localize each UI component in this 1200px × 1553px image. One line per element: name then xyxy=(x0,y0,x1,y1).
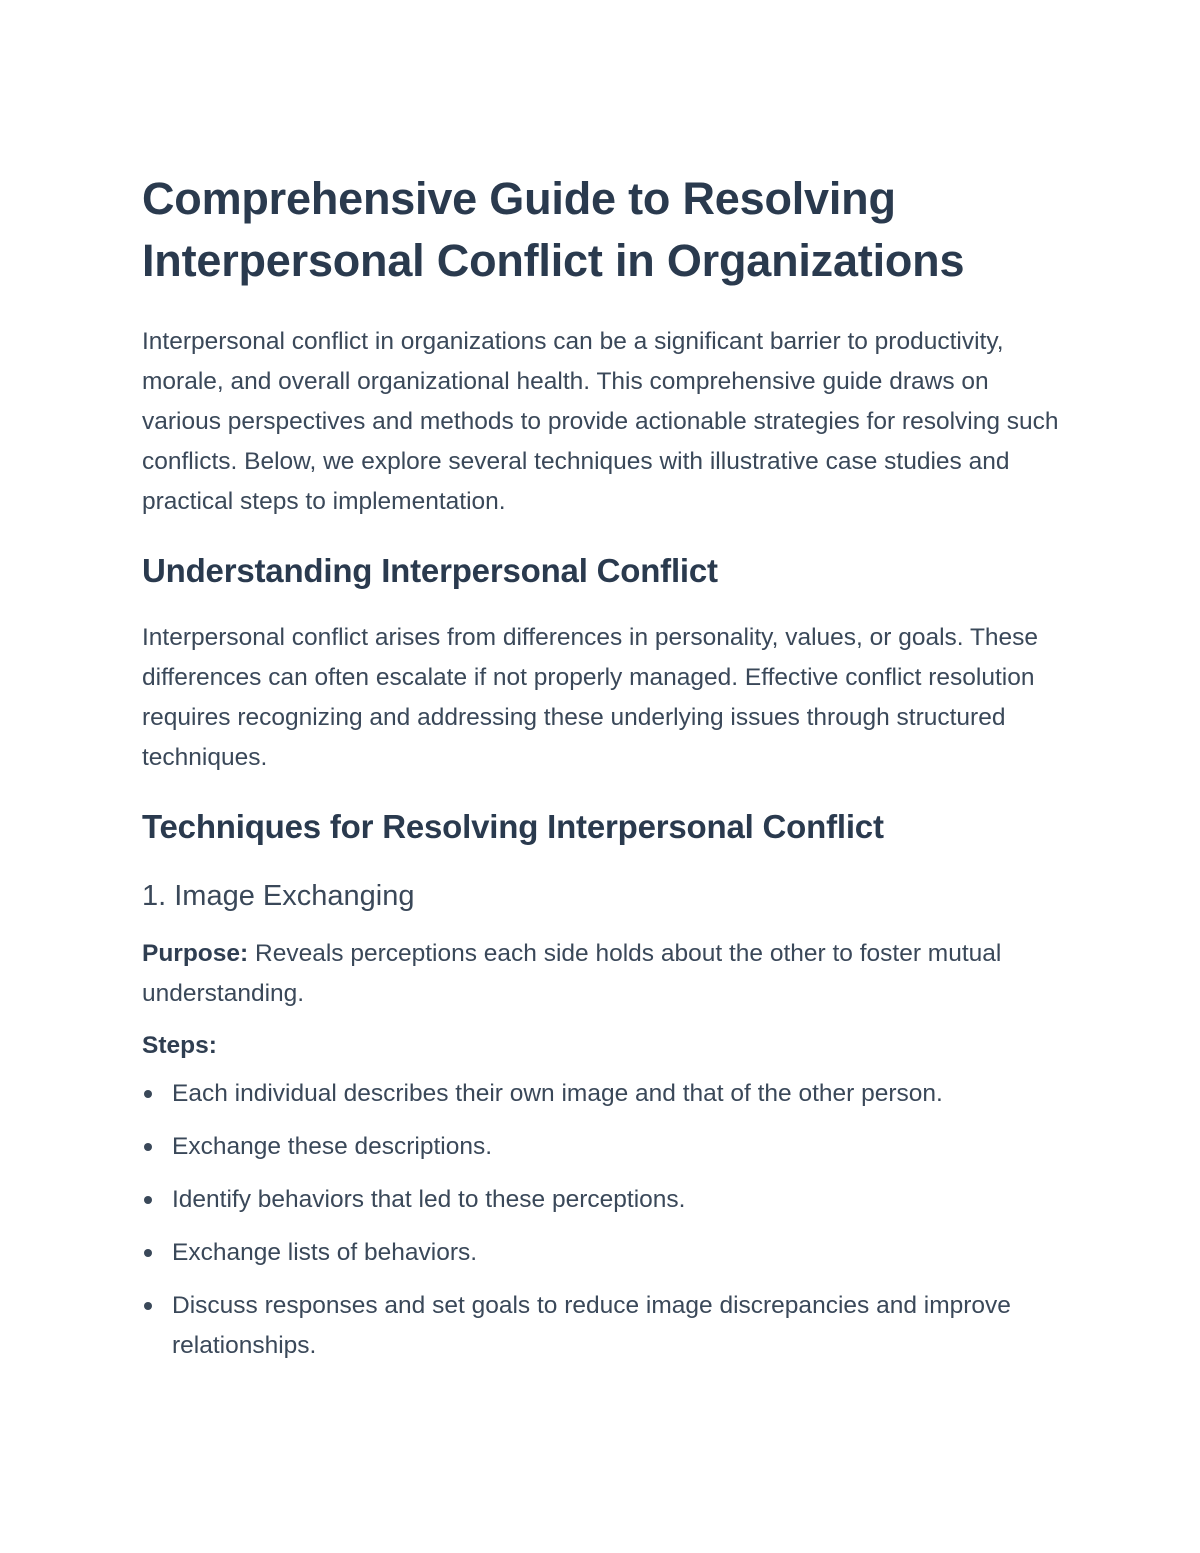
bullet-icon xyxy=(144,1249,152,1257)
step-text: Exchange lists of behaviors. xyxy=(172,1239,478,1266)
list-item xyxy=(142,1233,1062,1273)
bullet-icon xyxy=(144,1302,152,1310)
purpose-paragraph xyxy=(142,934,1062,1014)
document-title: Comprehensive Guide to Resolving Interpersonal Conflict in Organizations xyxy=(142,173,965,286)
list-item xyxy=(142,1286,1062,1366)
step-text: Identify behaviors that led to these perceptions. xyxy=(172,1186,686,1213)
list-item xyxy=(142,1127,1062,1167)
bullet-icon xyxy=(144,1090,152,1098)
intro-paragraph: Interpersonal conflict in organizations can be a significant barrier to productivity, morale, and overall organizational health. This comprehensive guide draws on various perspectives and methods to provide actionable strategies for resolving such conflicts. Below, we explore several techniques with illustrative case studies and practical steps to implementation. xyxy=(142,328,1059,515)
step-text: Discuss responses and set goals to reduce image discrepancies and improve relationships. xyxy=(172,1292,1011,1359)
section-body-understanding: Interpersonal conflict arises from differences in personality, values, or goals. These differences can often escalate if not properly managed. Effective conflict resolution requires recognizing and addressing these underlying issues through structured techniques. xyxy=(142,624,1039,771)
document-page xyxy=(142,168,1062,1379)
purpose-text: Reveals perceptions each side holds about the other to foster mutual understanding. xyxy=(142,940,1002,1007)
section-heading-techniques: Techniques for Resolving Interpersonal Conflict xyxy=(142,808,884,845)
bullet-icon xyxy=(144,1196,152,1204)
bullet-icon xyxy=(144,1143,152,1151)
steps-list xyxy=(142,1074,1062,1366)
list-item xyxy=(142,1180,1062,1220)
list-item xyxy=(142,1074,1062,1114)
subsection-heading-image-exchanging: 1. Image Exchanging xyxy=(142,880,415,912)
steps-label: Steps: xyxy=(142,1032,217,1059)
section-heading-understanding: Understanding Interpersonal Conflict xyxy=(142,552,718,589)
step-text: Each individual describes their own image and that of the other person. xyxy=(172,1080,943,1107)
purpose-label: Purpose: xyxy=(142,940,249,967)
step-text: Exchange these descriptions. xyxy=(172,1133,493,1160)
